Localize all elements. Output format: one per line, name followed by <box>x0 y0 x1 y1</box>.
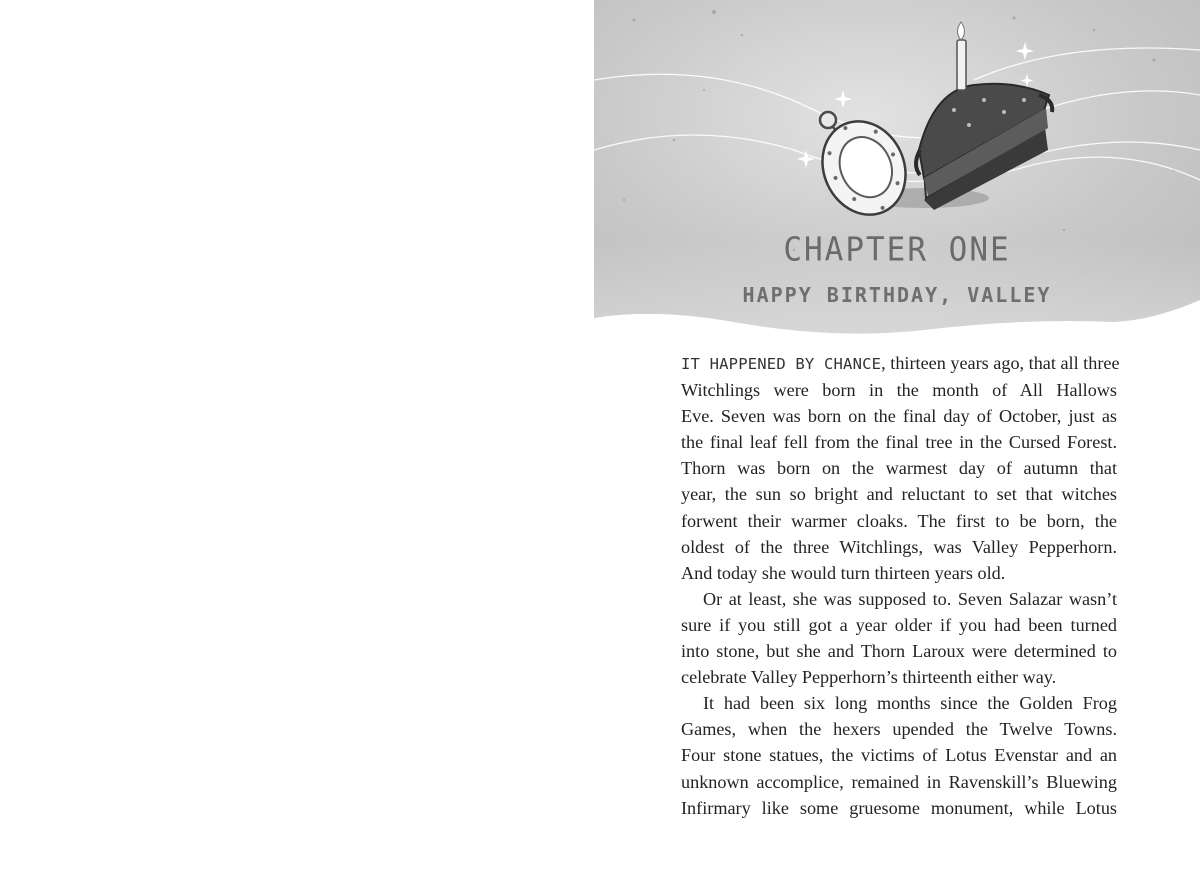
paragraph-line: It had been six long months since the Golden Frog <box>703 693 1117 714</box>
paragraph-line: sure if you still got a year older if you had been turned <box>681 614 1117 635</box>
paragraph-line: unknown accomplice, remained in Ravenskill’s Bluewing <box>681 771 1117 792</box>
paragraph-line: forwent their warmer cloaks. The first to be born, the <box>681 510 1117 531</box>
right-page <box>594 0 1200 892</box>
paragraph-line: And today she would turn thirteen years old. <box>681 562 1006 583</box>
chapter-body-text <box>681 350 1120 821</box>
paragraph-line: year, the sun so bright and reluctant to set that witches <box>681 484 1117 505</box>
paragraph-line: Witchlings were born in the month of All Hallows <box>681 380 1117 401</box>
paragraph-line: celebrate Valley Pepperhorn’s thirteenth either way. <box>681 667 1057 688</box>
paragraph-line: the final leaf fell from the final tree in the Cursed Forest. <box>681 432 1117 453</box>
paragraph-line: Eve. Seven was born on the final day of October, just as <box>681 406 1117 427</box>
paragraph-line: Thorn was born on the warmest day of autumn that <box>681 458 1117 479</box>
paragraph-2 <box>681 586 1117 690</box>
chapter-number: CHAPTER ONE <box>783 231 1011 269</box>
paragraph-line: Four stone statues, the victims of Lotus Evenstar and an <box>681 745 1117 766</box>
paragraph-3 <box>681 690 1117 820</box>
paragraph-line: Infirmary like some gruesome monument, while Lotus <box>681 797 1117 818</box>
paragraph-1 <box>681 350 1120 586</box>
left-page-blank <box>0 0 594 892</box>
paragraph-line: into stone, but she and Thorn Laroux were determined to <box>681 641 1117 662</box>
paragraph-line: Games, when the hexers upended the Twelve Towns. <box>681 719 1117 740</box>
chapter-title: HAPPY BIRTHDAY, VALLEY <box>742 283 1052 307</box>
paragraph-line: Or at least, she was supposed to. Seven Salazar wasn’t <box>703 588 1117 609</box>
chapter-header-illustration <box>594 0 1200 345</box>
paragraph-line: IT HAPPENED BY CHANCE, thirteen years ago, that all three <box>681 353 1120 373</box>
paragraph-line: oldest of the three Witchlings, was Valley Pepperhorn. <box>681 536 1117 557</box>
lead-in-small-caps: IT HAPPENED BY CHANCE <box>681 355 882 373</box>
